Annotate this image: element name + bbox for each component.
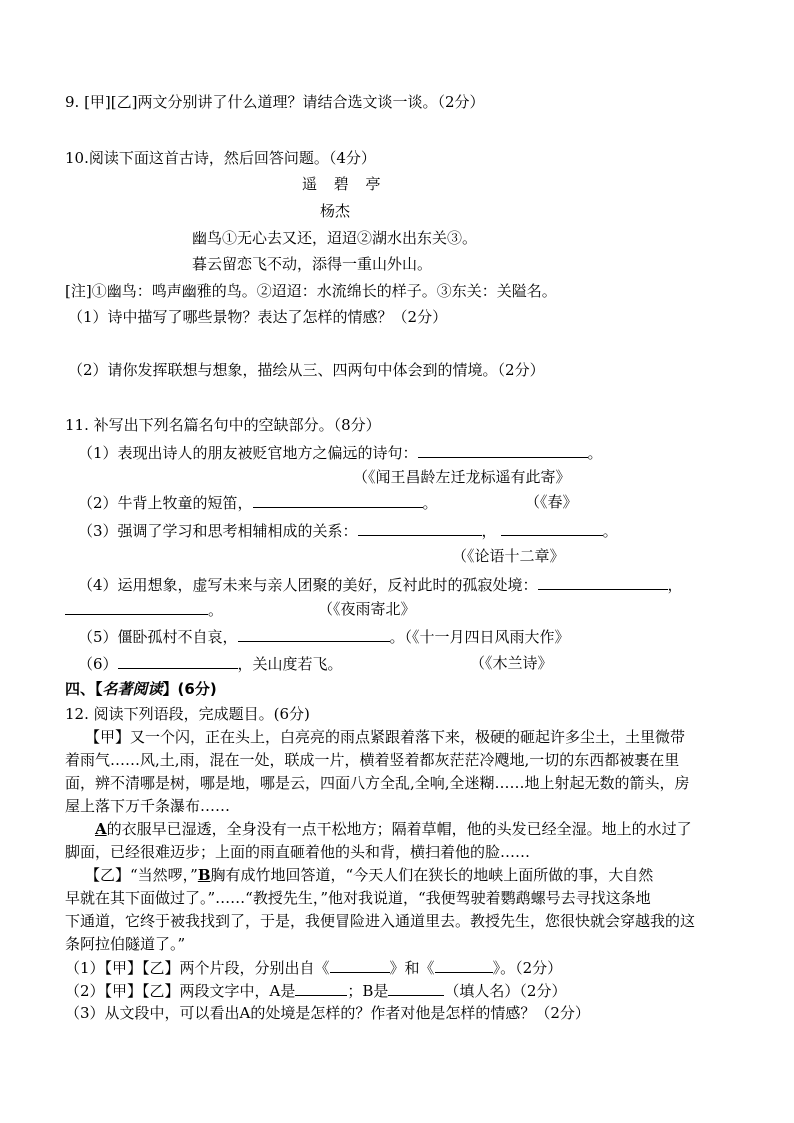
question-10-sub-2: （2）请你发挥联想与想象，描绘从三、四两句中体会到的情境。（2分） [68,361,545,379]
answer-blank[interactable] [435,957,493,973]
answer-blank[interactable] [388,980,444,996]
passage-yi-line-4: 条阿拉伯隧道了。” [65,935,186,953]
fill-item-4: （4）运用想象，虚写未来与亲人团聚的美好，反衬此时的孤寂处境： ， [78,576,683,594]
poem-author: 杨杰 [320,202,351,220]
question-10-sub-1: （1）诗中描写了哪些景物？表达了怎样的情感？（2分） [68,308,448,326]
passage-yi-line-2: 早就在其下面做过了。”……“教授先生，”他对我说道，“我便驾驶着鹦鹉螺号去寻找这条地 [65,889,651,907]
fill-item-1-source: （《闻王昌龄左迁龙标遥有此寄》 [353,468,571,486]
answer-blank[interactable] [238,626,390,642]
poem-line-2: 暮云留恋飞不动，添得一重山外山。 [192,255,433,273]
fill-item-2: （2）牛背上牧童的短笛， 。 [78,494,438,512]
question-9: 9. [甲][乙]两文分别讲了什么道理？请结合选文谈一谈。（2分） [65,93,485,111]
question-12-sub-1: （1）【甲】【乙】两个片段，分别出自《 》和《 》。（2分） [65,959,563,977]
placeholder-b: B [197,866,211,884]
answer-blank[interactable] [118,653,238,669]
question-11-stem: 11. 补写出下列名篇名句中的空缺部分。（8分） [65,416,381,434]
fill-item-3: （3）强调了学习和思考相辅相成的关系： ， 。 [78,522,618,540]
answer-blank[interactable] [253,492,423,508]
answer-blank[interactable] [358,520,482,536]
answer-blank[interactable] [418,442,588,458]
fill-item-1: （1）表现出诗人的朋友被贬官地方之偏远的诗句： 。 [78,444,603,462]
passage-jia-line-3: 面，辨不清哪是树，哪是地，哪是云，四面八方全乱,全响,全迷糊……地上射起无数的箭头，房 [65,774,690,792]
passage-jia-line-4: 屋上落下万千条瀑布…… [65,797,231,815]
passage-jia-line-2: 着雨气……风,土,雨，混在一处，联成一片，横着竖着都灰茫茫冷飕地,一切的东西都被裹在里 [65,751,680,769]
passage-jia-line-1: 【甲】又一个闪，正在头上，白亮亮的雨点紧跟着落下来，极硬的砸起许多尘土，土里微带 [85,728,686,746]
passage-yi-line-1: 【乙】“当然啰，”B胸有成竹地回答道，“今天人们在狭长的地峡上面所做的事，大自然 [85,866,654,884]
answer-blank[interactable] [501,520,603,536]
passage-yi-line-3: 下通道，它终于被我找到了，于是，我便冒险进入通道里去。教授先生，您很快就会穿越我的这 [65,912,696,930]
fill-item-6: （6） ，关山度若飞。 [78,655,343,673]
poem-note: [注]①幽鸟：鸣声幽雅的鸟。②迢迢：水流绵长的样子。③东关：关隘名。 [65,282,557,300]
passage-jia-line-5: A的衣服早已湿透，全身没有一点干松地方；隔着草帽，他的头发已经全湿。地上的水过了 [95,820,692,838]
question-12-sub-2: （2）【甲】【乙】两段文字中，A是 ；B是 （填人名）（2分） [65,982,567,1000]
question-10-stem: 10.阅读下面这首古诗，然后回答问题。（4分） [65,149,376,167]
answer-blank[interactable] [330,957,390,973]
answer-blank[interactable] [295,980,347,996]
poem-title: 遥 碧 亭 [302,175,387,193]
fill-item-4-cont: 。 [65,599,223,620]
fill-item-3-source: （《论语十二章》 [452,547,565,565]
poem-line-1: 幽鸟①无心去又还，迢迢②湖水出东关③。 [192,229,478,247]
section-4-heading: 四、【名著阅读】(6分) [65,680,217,698]
question-12-stem: 12. 阅读下列语段，完成题目。(6分) [65,705,310,723]
fill-item-6-source: （《木兰诗》 [470,654,553,672]
fill-item-1-text: （1）表现出诗人的朋友被贬官地方之偏远的诗句： [78,444,418,462]
passage-jia-line-6: 脚面，已经很难迈步；上面的雨直砸着他的头和背，横扫着他的脸…… [65,843,531,861]
fill-item-4-source: （《夜雨寄北》 [318,600,416,618]
fill-item-5: （5）僵卧孤村不自哀， 。（《十一月四日风雨大作》 [78,628,570,646]
question-12-sub-3: （3）从文段中，可以看出A的处境是怎样的？作者对他是怎样的情感？（2分） [65,1004,590,1022]
placeholder-a: A [95,820,107,838]
fill-item-2-source: （《春》 [525,493,578,511]
answer-blank[interactable] [65,599,208,615]
answer-blank[interactable] [538,574,668,590]
